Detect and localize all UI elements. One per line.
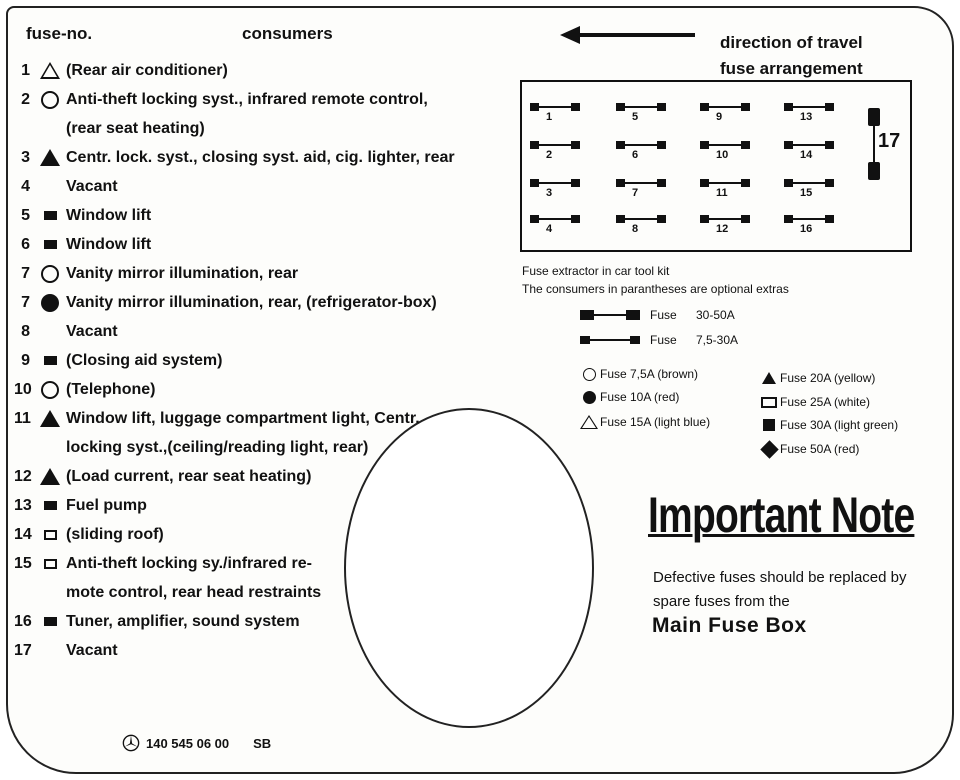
fuse-consumer: Vacant [66,642,118,659]
fuse-slot [784,98,834,128]
fuse-slot [700,98,750,128]
fuse-slot [616,174,666,204]
optional-note: The consumers in parantheses are optional extras [522,282,789,296]
small-fuse-icon [580,335,640,345]
square-filled-icon [44,356,57,365]
fuse-row [14,491,484,520]
fuse-no-header: fuse-no. [26,24,93,43]
part-number [122,734,271,752]
square-filled-icon [44,617,57,626]
triangle-filled-icon [40,468,60,485]
fuse-row [14,230,484,259]
note-line: Defective fuses should be replaced by [653,569,907,586]
fuse-slot [784,174,834,204]
fuse-rating-symbol [34,85,66,114]
fuse-rating-symbol [34,375,66,404]
triangle-filled-icon [762,372,776,384]
legend-symbol [758,441,780,457]
fuse-slot-number: 3 [546,187,553,199]
fuse-slot-number: 4 [546,223,553,235]
legend-symbol [758,394,780,410]
fuse-slot-number: 12 [716,223,729,235]
fuse-consumer: Vacant [66,323,118,340]
rating-label: Fuse [650,308,677,322]
legend-entry [758,394,870,410]
circle-outline-icon [41,91,59,109]
triangle-filled-icon [40,149,60,166]
legend-entry [578,389,679,405]
fuse-slot-number: 2 [546,149,553,161]
square-outline-icon [761,397,777,408]
fuse-slot [784,136,834,166]
fuse-number: 13 [14,497,32,514]
fuse-arrangement-diagram [520,80,912,252]
important-note-title: Important Note [648,487,915,543]
fuse-row [14,143,484,172]
legend-text: Fuse 30A (light green) [780,418,899,432]
part-suffix: SB [253,735,272,751]
fuse-consumer: Window lift [66,236,152,253]
circle-outline-icon [41,381,59,399]
fuse-slot-number: 16 [800,223,813,235]
legend-entry [758,417,898,433]
legend-symbol [578,366,600,382]
fuse-slot-number: 14 [800,149,813,161]
legend-entry [578,414,710,430]
fuse-rating-symbol [34,172,66,201]
fuse-number: 4 [21,178,30,195]
circle-outline-icon [41,265,59,283]
fuse-consumer: Window lift [66,207,152,224]
legend-text: Fuse 25A (white) [780,395,871,409]
fuse-row [14,636,484,665]
fuse-rating-symbol [34,404,66,433]
legend-symbol [758,370,780,386]
fuse-slot [700,174,750,204]
fuse-list [14,56,484,665]
fuse-consumer: (Telephone) [66,381,156,398]
fuse-rating-symbol [34,520,66,549]
square-filled-icon [763,419,775,431]
fuse-rating-symbol [34,56,66,85]
fuse-number: 8 [21,323,30,340]
fuse-slot-number: 5 [632,111,639,123]
fuse-slot-number: 6 [632,149,639,161]
fuse-rating-symbol [34,259,66,288]
fuse-rating-symbol [34,462,66,491]
triangle-outline-icon [40,62,60,79]
legend-text: Fuse 7,5A (brown) [600,367,699,381]
important-note-body [653,566,906,614]
fuse-consumer: Window lift, luggage compartment light, Centr. locking syst.,(ceiling/reading light, rear) [66,410,420,456]
square-filled-icon [44,211,57,220]
fuse-slot-number: 8 [632,223,639,235]
fuse-number: 1 [21,62,30,79]
main-fuse-box-label: Main Fuse Box [652,614,807,637]
large-fuse-icon [580,310,640,320]
fuse-slot [530,136,580,166]
fuse-row [14,172,484,201]
fuse-row [14,520,484,549]
fuse-row [14,288,484,317]
fuse-slot [530,98,580,128]
square-filled-icon [44,240,57,249]
fuse-slot [700,136,750,166]
legend-entry [758,370,875,386]
legend-text: Fuse 50A (red) [780,442,860,456]
fuse-number: 5 [21,207,30,224]
circle-filled-icon [41,294,59,312]
fuse-rating-symbol [34,607,66,636]
fuse-number: 9 [21,352,30,369]
fuse-rating-symbol [34,230,66,259]
fuse-consumer: (Load current, rear seat heating) [66,468,312,485]
fuse-rating-symbol [34,288,66,317]
fuse-consumer: Anti-theft locking syst., infrared remote control, (rear seat heating) [66,91,428,137]
arrow-left-icon [560,28,695,42]
rating-large [580,308,735,322]
circle-filled-icon [583,391,596,404]
fuse-consumer: Fuel pump [66,497,147,514]
rating-small [580,333,738,347]
fuse-consumer: Vacant [66,178,118,195]
extractor-note: Fuse extractor in car tool kit [522,264,670,278]
legend-text: Fuse 20A (yellow) [780,371,876,385]
fuse-slot [616,136,666,166]
legend-entry [758,441,859,457]
fuse-number: 2 [21,91,30,108]
fuse-row [14,404,484,462]
fuse-arrangement: fuse arrangement [720,59,863,78]
triangle-filled-icon [40,410,60,427]
fuse-17-number: 17 [878,130,901,152]
fuse-consumer: Vanity mirror illumination, rear, (refrigerator-box) [66,294,437,311]
fuse-slot-number: 11 [716,187,728,199]
legend-text: Fuse 10A (red) [600,390,680,404]
fuse-slot-number: 9 [716,111,723,123]
legend-entry [578,366,698,382]
fuse-slot [530,174,580,204]
fuse-number: 12 [14,468,32,485]
fuse-slot-number: 10 [716,149,729,161]
fuse-slot [616,210,666,240]
fuse-slot-number: 1 [546,111,553,123]
fuse-rating-symbol [34,346,66,375]
legend-text: Fuse 15A (light blue) [600,415,711,429]
fuse-rating-symbol [34,317,66,346]
legend-symbol [578,414,600,430]
fuse-slot [784,210,834,240]
fuse-number: 10 [14,381,32,398]
part-number-text: 140 545 06 00 [146,735,230,751]
fuse-slot [700,210,750,240]
fuse-number: 7 [21,265,30,282]
fuse-rating-symbol [34,491,66,520]
fuse-row [14,549,484,607]
rating-value: 30-50A [696,308,735,322]
fuse-number: 15 [14,555,32,572]
fuse-row [14,346,484,375]
direction-of-travel: direction of travel [720,33,863,52]
fuse-number: 7 [21,294,30,311]
mercedes-star-icon [122,734,140,752]
fuse-number: 6 [21,236,30,253]
consumers-header: consumers [242,24,333,43]
fuse-rating-symbol [34,549,66,578]
fuse-slot-number: 15 [800,187,813,199]
fuse-row [14,201,484,230]
fuse-consumer: (Closing aid system) [66,352,223,369]
fuse-row [14,317,484,346]
fuse-row [14,85,484,143]
fuse-consumer: Centr. lock. syst., closing syst. aid, cig. lighter, rear [66,149,455,166]
square-outline-icon [44,559,57,569]
fuse-consumer: Tuner, amplifier, sound system [66,613,300,630]
note-line: spare fuses from the [653,593,790,610]
square-outline-icon [44,530,57,540]
fuse-slot-number: 13 [800,111,813,123]
circle-outline-icon [583,368,596,381]
fuse-number: 17 [14,642,32,659]
fuse-slot [616,98,666,128]
fuse-row [14,462,484,491]
legend-symbol [758,417,780,433]
fuse-row [14,56,484,85]
fuse-rating-symbol [34,143,66,172]
legend-symbol [578,389,600,405]
rating-value: 7,5-30A [696,333,739,347]
fuse-row [14,607,484,636]
fuse-number: 3 [21,149,30,166]
rating-label: Fuse [650,333,677,347]
fuse-consumer: Vanity mirror illumination, rear [66,265,299,282]
fuse-number: 14 [14,526,32,543]
fuse-consumer: (Rear air conditioner) [66,62,228,79]
fuse-row [14,259,484,288]
fuse-row [14,375,484,404]
square-filled-icon [44,501,57,510]
notes [522,262,789,298]
fuse-consumer: Anti-theft locking sy./infrared re- mote control, rear head restraints [66,555,322,601]
fuse-rating-symbol [34,636,66,665]
direction-label [720,30,863,82]
fuse-slot-number: 7 [632,187,639,199]
fuse-consumer: (sliding roof) [66,526,164,543]
fuse-slot [530,210,580,240]
fuse-number: 16 [14,613,32,630]
fuse-number: 11 [14,410,31,427]
fuse-rating-symbol [34,201,66,230]
triangle-outline-icon [580,415,598,429]
diamond-filled-icon [760,440,778,458]
